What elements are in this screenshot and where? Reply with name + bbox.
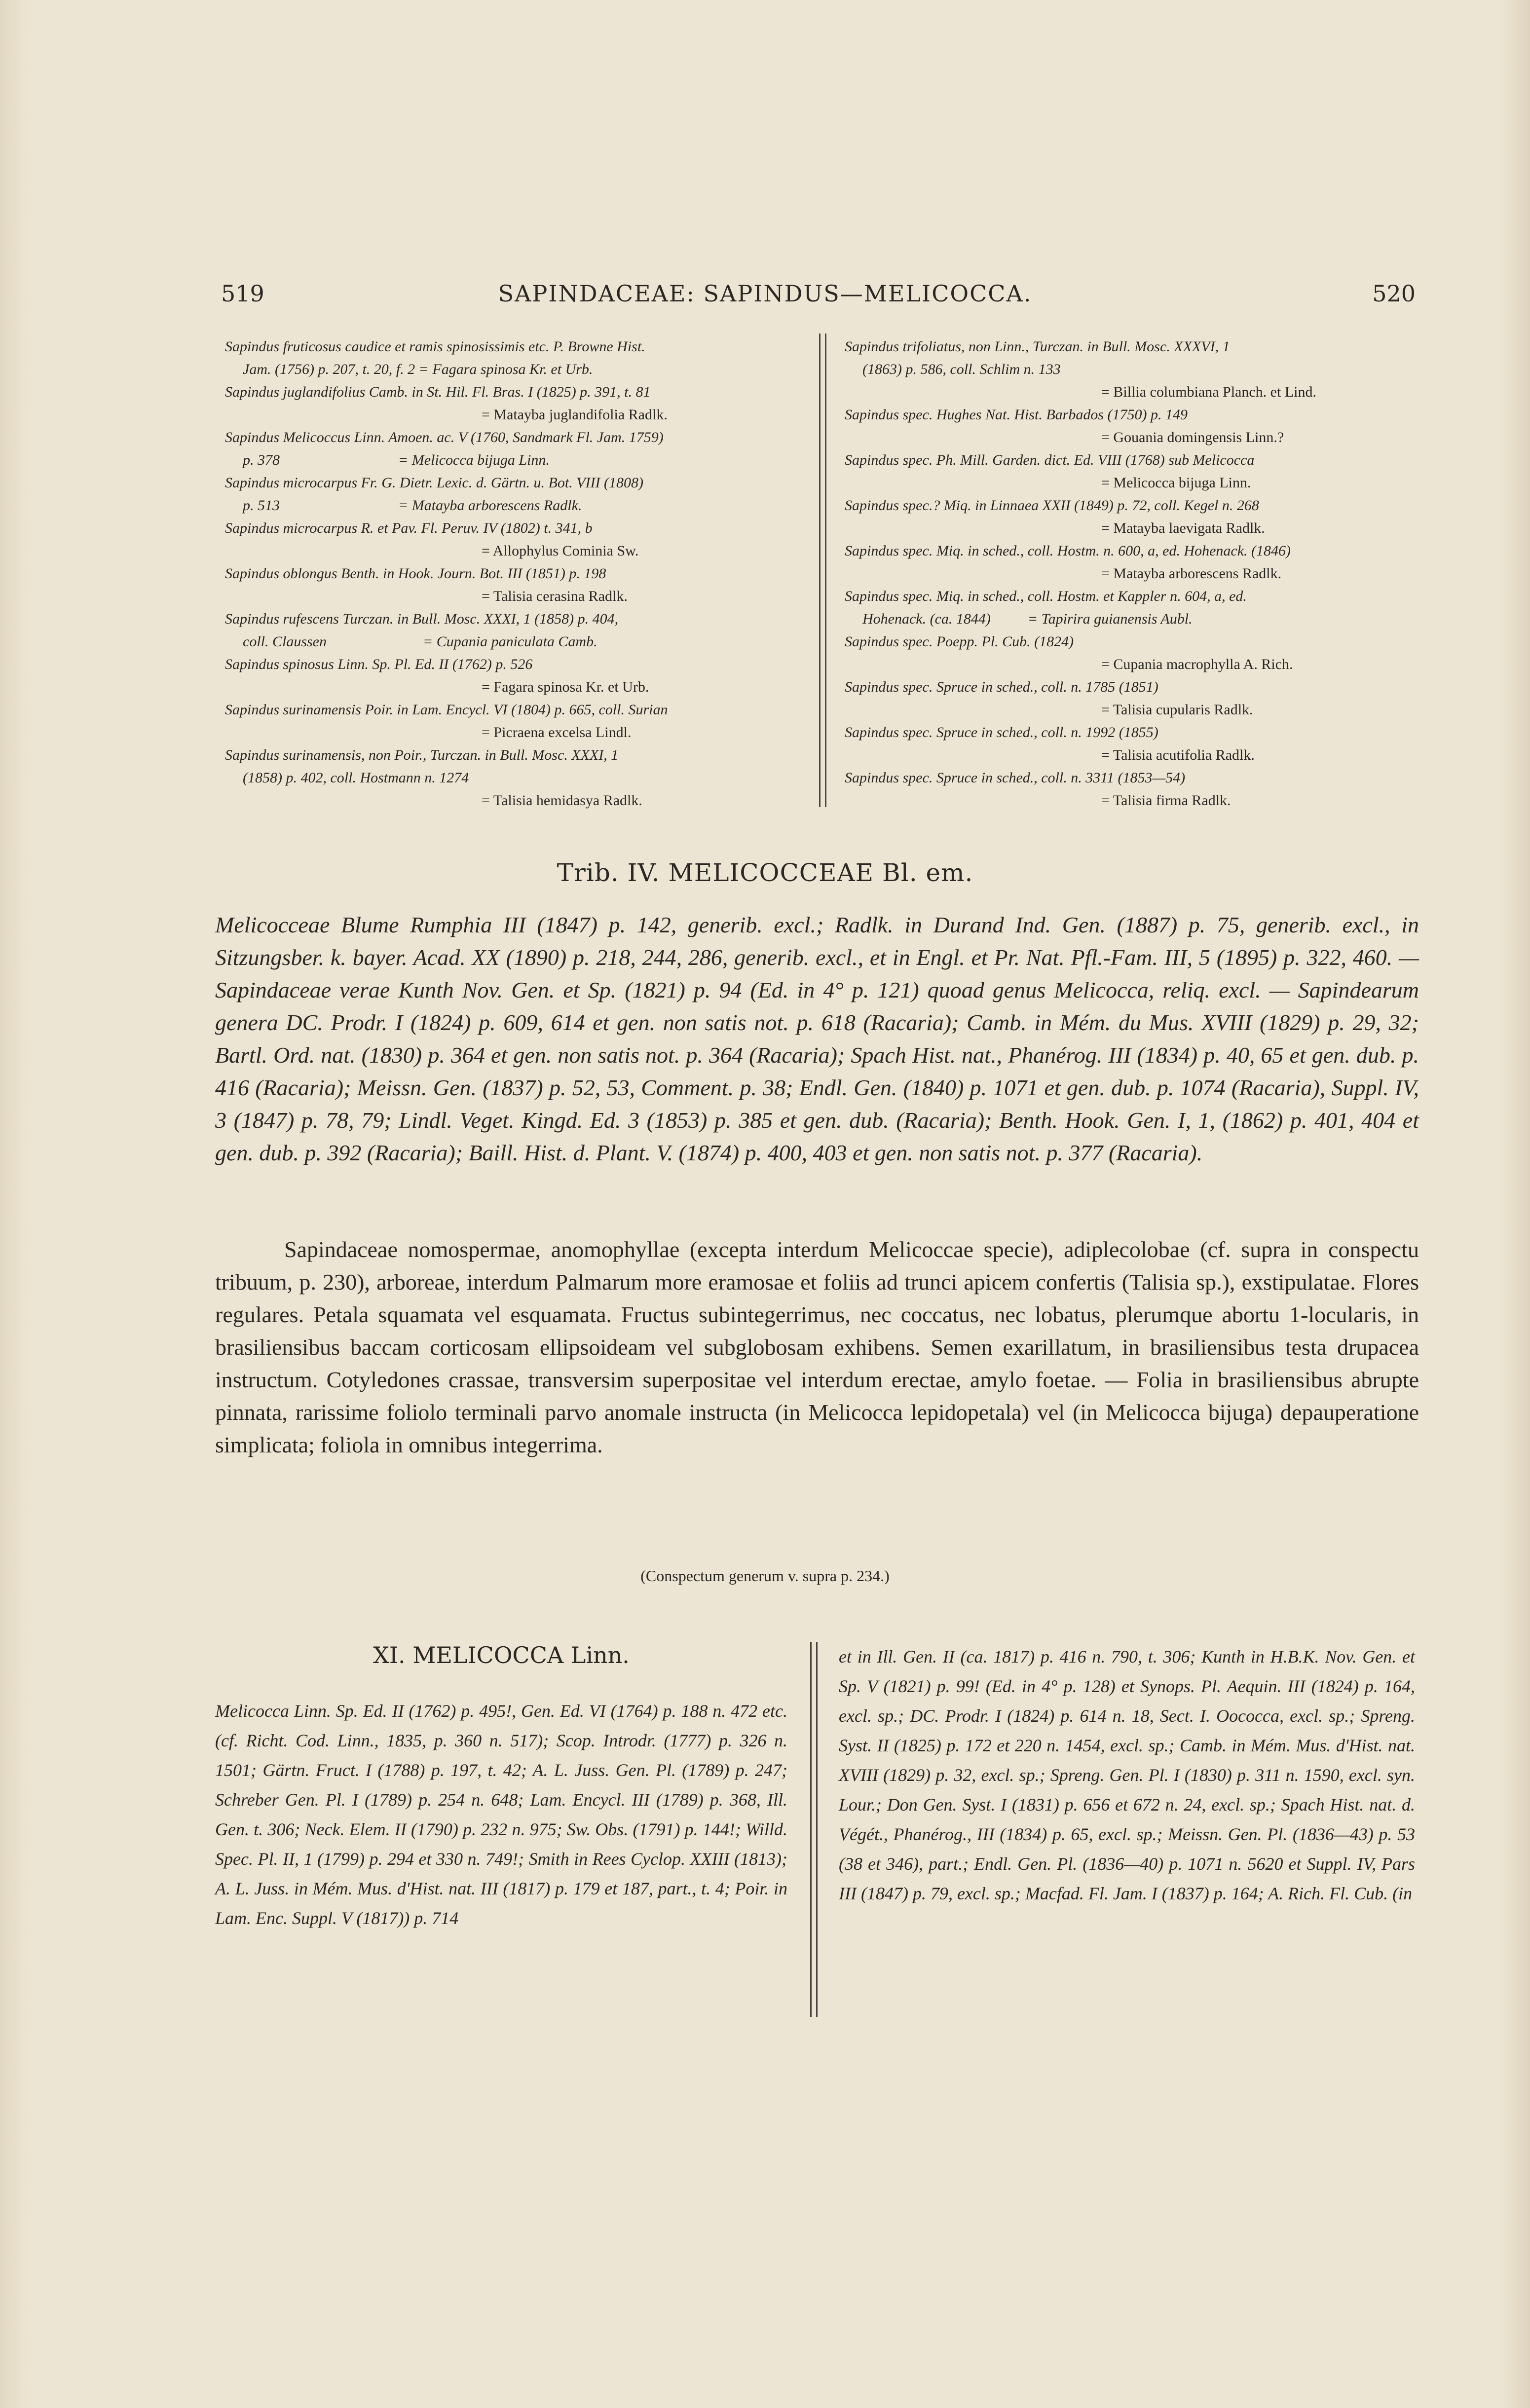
column-rule-bottom	[810, 1642, 812, 2017]
synonym-entry	[845, 676, 1417, 721]
accepted-name: = Talisia acutifolia Radlk.	[1101, 747, 1255, 763]
synonym-citation: Sapindus spec. Miq. in sched., coll. Hostm. n. 600, a, ed. Hohenack. (1846)	[845, 543, 1291, 559]
accepted-name: = Allophylus Cominia Sw.	[482, 543, 639, 559]
accepted-name: = Picraena excelsa Lindl.	[482, 724, 632, 741]
synonym-entry	[225, 517, 792, 562]
synonym-citation: Sapindus oblongus Benth. in Hook. Journ. Bot. III (1851) p. 198	[225, 565, 606, 582]
synonym-citation: Sapindus spec. Spruce in sched., coll. n. 3311 (1853—54)	[845, 770, 1186, 786]
synonym-entry	[845, 630, 1417, 676]
synonym-citation: p. 378 = Melicocca bijuga Linn.	[243, 452, 550, 468]
synonym-entry	[225, 699, 792, 744]
synonym-citation: Jam. (1756) p. 207, t. 20, f. 2 = Fagara spinosa Kr. et Urb.	[243, 361, 593, 377]
synonym-citation: Sapindus surinamensis Poir. in Lam. Encycl. VI (1804) p. 665, coll. Surian	[225, 702, 668, 718]
synonym-citation: Sapindus microcarpus R. et Pav. Fl. Peruv. IV (1802) t. 341, b	[225, 520, 593, 536]
accepted-name: = Talisia firma Radlk.	[1101, 792, 1231, 809]
synonym-citation: Hohenack. (ca. 1844) = Tapirira guianensis Aubl.	[862, 611, 1193, 627]
genus-heading: XI. MELICOCCA Linn.	[373, 1642, 630, 1668]
genus-bibliography-left: Melicocca Linn. Sp. Ed. II (1762) p. 495!, Gen. Ed. VI (1764) p. 188 n. 472 etc. (cf. Richt. Cod. Linn., 1835, p. 360 n. 517); Scop. Introdr. (1777) p. 326 n. 1501; Gärtn. Fruct. I (1788) p. 197, t. 42; A. L. Juss. Gen. Pl. (1789) p. 247; Schreber Gen. Pl. I (1789) p. 254 n. 648; Lam. Encycl. III (1789) p. 368, Ill. Gen. t. 306; Neck. Elem. II (1790) p. 232 n. 975; Sw. Obs. (1791) p. 144!; Willd. Spec. Pl. II, 1 (1799) p. 294 et 330 n. 749!; Smith in Rees Cyclop. XXIII (1813); A. L. Juss. in Mém. Mus. d'Hist. nat. III (1817) p. 179 et 187, part., t. 4; Poir. in Lam. Enc. Suppl. V (1817)) p. 714	[215, 1701, 787, 1928]
column-rule-top	[819, 333, 821, 807]
synonym-citation: Sapindus Melicoccus Linn. Amoen. ac. V (1760, Sandmark Fl. Jam. 1759)	[225, 429, 664, 445]
synonym-citation: Sapindus rufescens Turczan. in Bull. Mosc. XXXI, 1 (1858) p. 404,	[225, 611, 619, 627]
accepted-name: = Fagara spinosa Kr. et Urb.	[482, 679, 649, 695]
synonym-entry	[225, 744, 792, 812]
synonym-citation: (1858) p. 402, coll. Hostmann n. 1274	[243, 770, 469, 786]
synonym-citation: Sapindus spinosus Linn. Sp. Pl. Ed. II (1762) p. 526	[225, 656, 533, 672]
page-number-left: 519	[221, 280, 264, 307]
column-rule-bottom-2	[816, 1642, 818, 2017]
synonym-citation: Sapindus surinamensis, non Poir., Turczan. in Bull. Mosc. XXXI, 1	[225, 747, 619, 763]
accepted-name: = Cupania macrophylla A. Rich.	[1101, 656, 1293, 672]
accepted-name: = Matayba arborescens Radlk.	[1101, 565, 1282, 582]
synonym-citation: Sapindus spec. Poepp. Pl. Cub. (1824)	[845, 633, 1074, 650]
synonym-citation: Sapindus spec. Hughes Nat. Hist. Barbados (1750) p. 149	[845, 407, 1188, 423]
synonym-entry	[845, 335, 1417, 404]
tribe-heading: Trib. IV. MELICOCCEAE Bl. em.	[557, 858, 973, 887]
synonym-entry	[225, 472, 792, 517]
column-rule-top-2	[825, 333, 826, 807]
synonym-entry	[225, 335, 792, 381]
synonym-citation: (1863) p. 586, coll. Schlim n. 133	[862, 361, 1061, 377]
accepted-name: = Billia columbiana Planch. et Lind.	[1101, 384, 1316, 400]
synonym-citation: Sapindus microcarpus Fr. G. Dietr. Lexic. d. Gärtn. u. Bot. VIII (1808)	[225, 475, 643, 491]
running-header: SAPINDACEAE: SAPINDUS—MELICOCCA.	[498, 280, 1032, 307]
accepted-name: = Talisia cerasina Radlk.	[482, 588, 628, 604]
synonym-entry	[225, 426, 792, 472]
accepted-name: = Matayba laevigata Radlk.	[1101, 520, 1265, 536]
synonym-entry	[845, 449, 1417, 494]
synonym-citation: Sapindus spec.? Miq. in Linnaea XXII (1849) p. 72, coll. Kegel n. 268	[845, 497, 1259, 514]
synonym-entry	[845, 494, 1417, 540]
synonym-citation: Sapindus spec. Ph. Mill. Garden. dict. Ed. VIII (1768) sub Melicocca	[845, 452, 1255, 468]
synonym-entry	[225, 608, 792, 653]
synonym-citation: Sapindus spec. Spruce in sched., coll. n. 1992 (1855)	[845, 724, 1158, 741]
synonym-citation: Sapindus trifoliatus, non Linn., Turczan. in Bull. Mosc. XXXVI, 1	[845, 338, 1230, 355]
accepted-name: = Gouania domingensis Linn.?	[1101, 429, 1284, 445]
accepted-name: = Melicocca bijuga Linn.	[1101, 475, 1251, 491]
synonym-entry	[845, 540, 1417, 585]
synonym-citation: p. 513 = Matayba arborescens Radlk.	[243, 497, 582, 514]
synonym-citation: coll. Claussen = Cupania paniculata Camb.	[243, 633, 597, 650]
page-number-right: 520	[1372, 280, 1416, 307]
tribe-bibliography: Melicocceae Blume Rumphia III (1847) p. 142, generib. excl.; Radlk. in Durand Ind. Gen. (1887) p. 75, generib. excl., in Sitzungsber. k. bayer. Acad. XX (1890) p. 218, 244, 286, generib. excl., et in Engl. et Pr. Nat. Pfl.-Fam. III, 5 (1895) p. 322, 460. — Sapindaceae verae Kunth Nov. Gen. et Sp. (1821) p. 94 (Ed. in 4° p. 121) quoad genus Melicocca, reliq. excl. — Sapindearum genera DC. Prodr. I (1824) p. 609, 614 et gen. non satis not. p. 618 (Racaria); Camb. in Mém. du Mus. XVIII (1829) p. 29, 32; Bartl. Ord. nat. (1830) p. 364 et gen. non satis not. p. 364 (Racaria); Spach Hist. nat., Phanérog. III (1834) p. 40, 65 et gen. dub. p. 416 (Racaria); Meissn. Gen. (1837) p. 52, 53, Comment. p. 38; Endl. Gen. (1840) p. 1071 et gen. dub. p. 1074 (Racaria), Suppl. IV, 3 (1847) p. 78, 79; Lindl. Veget. Kingd. Ed. 3 (1853) p. 385 et gen. dub. (Racaria); Benth. Hook. Gen. I, 1, (1862) p. 401, 404 et gen. dub. p. 392 (Racaria); Baill. Hist. d. Plant. V. (1874) p. 400, 403 et gen. non satis not. p. 377 (Racaria).	[215, 912, 1419, 1165]
genus-bibliography-right: et in Ill. Gen. II (ca. 1817) p. 416 n. 790, t. 306; Kunth in H.B.K. Nov. Gen. et Sp. V (1821) p. 99! (Ed. in 4° p. 128) et Synops. Pl. Aequin. III (1824) p. 164, excl. sp.; DC. Prodr. I (1824) p. 614 n. 18, Sect. I. Oococca, excl. sp.; Spreng. Syst. II (1825) p. 172 et 220 n. 1454, excl. sp.; Camb. in Mém. Mus. d'Hist. nat. XVIII (1829) p. 32, excl. sp.; Spreng. Gen. Pl. I (1830) p. 311 n. 1590, excl. syn. Lour.; Don Gen. Syst. I (1831) p. 656 et 672 n. 24, excl. sp.; Spach Hist. nat. d. Végét., Phanérog., III (1834) p. 65, excl. sp.; Meissn. Gen. Pl. (1836—43) p. 53 (38 et 346), part.; Endl. Gen. Pl. (1836—40) p. 1071 n. 5620 et Suppl. IV, Pars III (1847) p. 79, excl. sp.; Macfad. Fl. Jam. I (1837) p. 164; A. Rich. Fl. Cub. (in	[839, 1647, 1415, 1903]
synonym-entry	[845, 721, 1417, 767]
synonym-citation: Sapindus juglandifolius Camb. in St. Hil. Fl. Bras. I (1825) p. 391, t. 81	[225, 384, 651, 400]
synonym-entry	[225, 381, 792, 426]
synonym-citation: Sapindus spec. Miq. in sched., coll. Hostm. et Kappler n. 604, a, ed.	[845, 588, 1247, 604]
synonym-entry	[845, 767, 1417, 812]
synonym-citation: Sapindus spec. Spruce in sched., coll. n. 1785 (1851)	[845, 679, 1158, 695]
synonym-entry	[225, 653, 792, 699]
synonym-citation: Sapindus fruticosus caudice et ramis spinosissimis etc. P. Browne Hist.	[225, 338, 645, 355]
conspectus-note: (Conspectum generum v. supra p. 234.)	[640, 1567, 890, 1585]
accepted-name: = Talisia cupularis Radlk.	[1101, 702, 1253, 718]
accepted-name: = Talisia hemidasya Radlk.	[482, 792, 642, 809]
synonym-list-left	[225, 335, 792, 812]
synonym-entry	[225, 562, 792, 608]
accepted-name: = Matayba juglandifolia Radlk.	[482, 407, 668, 423]
synonym-entry	[845, 585, 1417, 630]
tribe-description: Sapindaceae nomospermae, anomophyllae (excepta interdum Melicoccae specie), adiplecolobae (cf. supra in conspectu tribuum, p. 230), arboreae, interdum Palmarum more eramosae et foliis ad trunci apicem confertis (Talisia sp.), exstipulatae. Flores regulares. Petala squamata vel esquamata. Fructus subintegerrimus, nec coccatus, nec lobatus, plerumque abortu 1-locularis, in brasiliensibus baccam corticosam ellipsoideam vel subglobosam exhibens. Semen exarillatum, in brasiliensibus testa drupacea instructum. Cotyledones crassae, transversim superpositae vel interdum erectae, amylo foetae. — Folia in brasiliensibus abrupte pinnata, rarissime foliolo terminali parvo anomale instructa (in Melicocca lepidopetala) vel (in Melicocca bijuga) depauperatione simplicata; foliola in omnibus integerrima.	[215, 1237, 1419, 1457]
synonym-list-right	[845, 335, 1417, 812]
synonym-entry	[845, 404, 1417, 449]
